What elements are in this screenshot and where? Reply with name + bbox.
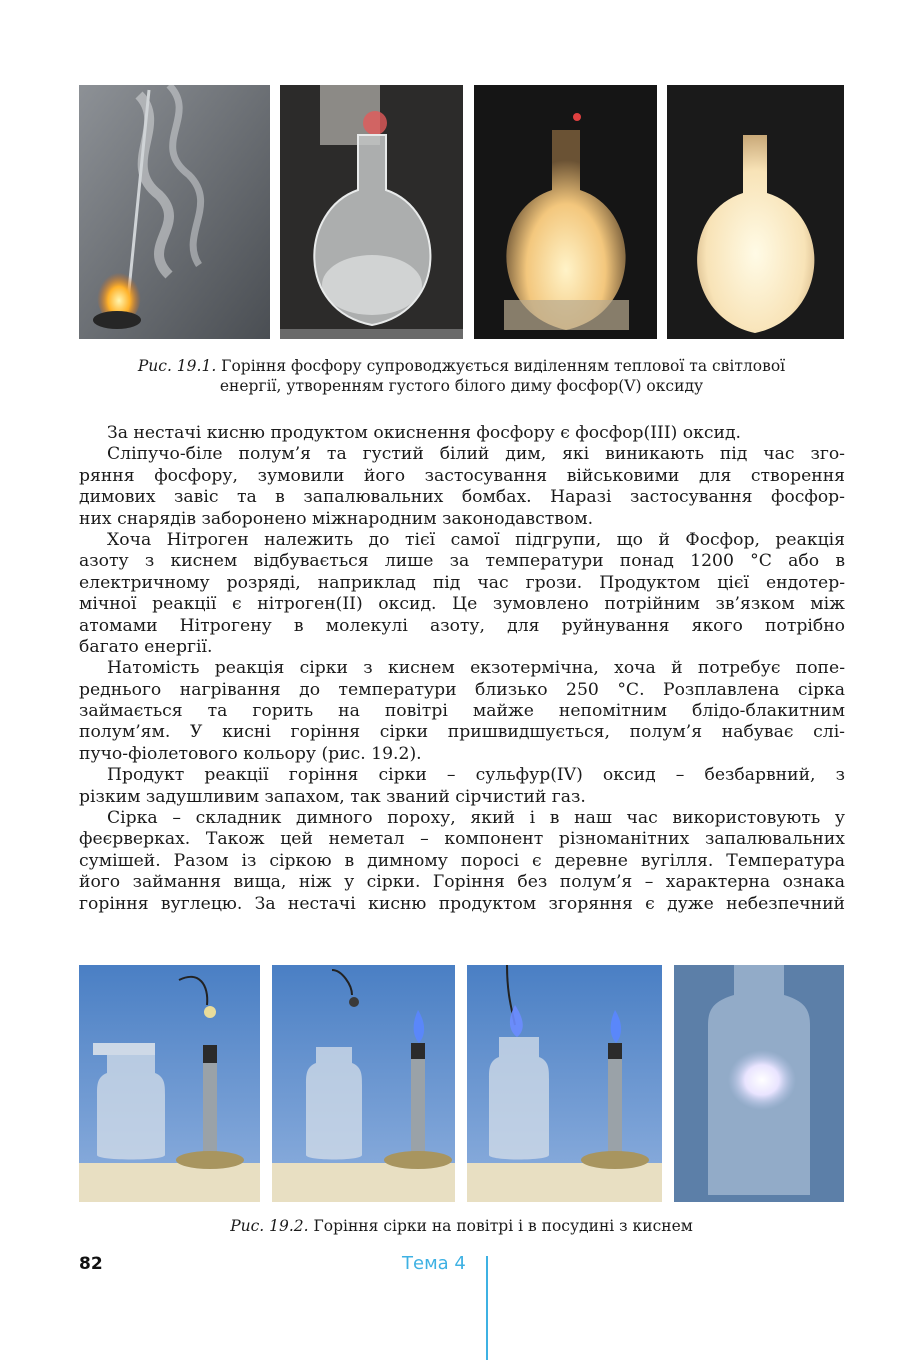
page-number: 82 (79, 1254, 103, 1274)
photo-sulfur-burning-air (272, 965, 455, 1202)
figure-19-1-photos (79, 85, 844, 339)
paragraph-3-line: багато енергії. (79, 636, 213, 657)
figure-19-1-text-line2: енергії, утворенням густого білого диму фосфор(V) оксиду (219, 377, 704, 395)
photo-flask-glow (474, 85, 657, 339)
paragraph-3-line: атомами Нітрогену в молекулі азоту, для руйнування якого потрібно (79, 615, 845, 636)
paragraph-4-line: Натомість реакція сірки з киснем екзотермічна, хоча й потребує попе- (107, 658, 845, 679)
paragraph-5-line: різким задушливим запахом, так званий сірчистий газ. (79, 786, 586, 807)
paragraph-1-line: За нестачі кисню продуктом окиснення фосфору є фосфор(III) оксид. (107, 423, 741, 443)
figure-19-2-label: Рис. 19.2. (230, 1217, 309, 1235)
paragraph-2-line: Сліпучо-біле полум’я та густий білий дим, які виникають під час зго- (107, 444, 845, 465)
paragraph-2-line: них снарядів заборонено міжнародним законодавством. (79, 508, 594, 529)
paragraph-3-line: азоту з киснем відбувається лише за температури понад 1200 °С або в (79, 551, 845, 572)
photo-flask-bright (667, 85, 844, 339)
paragraph-2-line: димових завіс та в запалювальних бомбах. Наразі застосування фосфор- (79, 487, 845, 508)
paragraph-6-line: сумішей. Разом із сіркою в димному поросі є деревне вугілля. Температура (79, 850, 845, 871)
paragraph-6-line: його займання вища, ніж у сірки. Горіння без полум’я – характерна ознака (79, 872, 845, 893)
topic-label: Тема 4 (402, 1253, 466, 1274)
figure-19-1-caption (79, 356, 844, 396)
photo-flask-smoke (280, 85, 463, 339)
paragraph-5-line: Продукт реакції горіння сірки – сульфур(IV) оксид – безбарвний, з (107, 765, 845, 786)
body-text (79, 423, 845, 915)
paragraph-3-line: Хоча Нітроген належить до тієї самої підгрупи, що й Фосфор, реакція (107, 529, 845, 550)
paragraph-3-line: мічної реакції є нітроген(II) оксид. Це зумовлено потрійним зв’язком між (79, 594, 845, 615)
photo-sulfur-covered-jar (79, 965, 260, 1202)
figure-19-1-text-line1: Горіння фосфору супроводжується виділенням теплової та світлової (216, 357, 786, 375)
photo-sulfur-in-jar (467, 965, 662, 1202)
paragraph-4-line: займається та горить на повітрі майже непомітним блідо-блакитним (79, 701, 845, 722)
paragraph-2-line: ряння фосфору, зумовили його застосування військовими для створення (79, 465, 845, 486)
photo-phosphorus-spoon (79, 85, 270, 339)
figure-19-1-label: Рис. 19.1. (137, 357, 217, 375)
figure-19-2-caption (79, 1216, 844, 1236)
photo-sulfur-oxygen-closeup (674, 965, 844, 1202)
paragraph-4-line: пучо-фіолетового кольору (рис. 19.2). (79, 743, 422, 764)
paragraph-6-line: Сірка – складник димного пороху, який і в наш час використовують у (107, 808, 845, 829)
paragraph-3-line: електричному розряді, наприклад під час грози. Продуктом цієї ендотер- (79, 572, 845, 593)
footer-divider (486, 1256, 488, 1360)
figure-19-2-text: Горіння сірки на повітрі і в посудині з киснем (308, 1217, 693, 1235)
figure-19-2-photos (79, 965, 844, 1202)
paragraph-6-line: горіння вуглецю. За нестачі кисню продуктом згоряння є дуже небезпечний (79, 893, 845, 914)
paragraph-4-line: реднього нагрівання до температури близько 250 °С. Розплавлена сірка (79, 679, 845, 700)
paragraph-4-line: полум’ям. У кисні горіння сірки пришвидшується, полум’я набуває слі- (79, 722, 845, 743)
paragraph-6-line: феєрверках. Також цей неметал – компонент різноманітних запалювальних (79, 829, 845, 850)
